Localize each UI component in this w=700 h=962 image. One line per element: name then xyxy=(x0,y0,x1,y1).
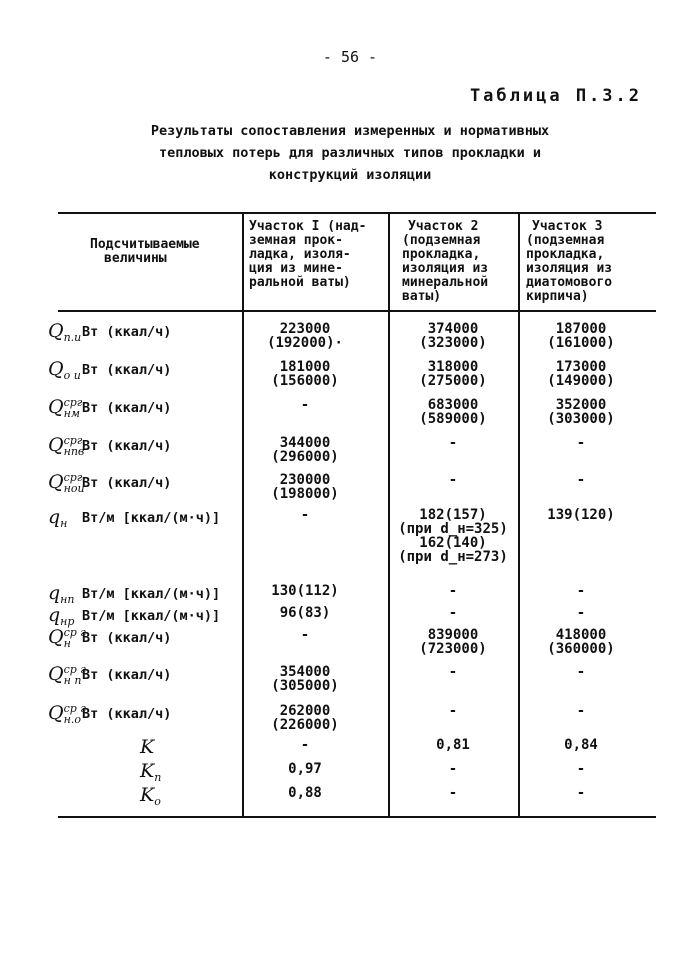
value-cell xyxy=(244,786,366,800)
value-line: 173000 xyxy=(555,359,607,375)
symbol-superscript: срг xyxy=(63,471,83,484)
header-section-3 xyxy=(526,220,656,304)
header-line: кирпича) xyxy=(526,289,589,304)
unit-label: Вт (ккал/ч) xyxy=(82,475,172,491)
value-cell xyxy=(244,322,366,350)
value-cell xyxy=(244,738,366,752)
quantity-symbol xyxy=(48,471,85,494)
value-line: (296000) xyxy=(271,449,339,465)
value-line: 0,88 xyxy=(288,785,322,801)
unit-label: Вт/м [ккал/(м·ч)] xyxy=(82,608,221,624)
value-line: 839000 xyxy=(427,627,479,643)
column-divider-2 xyxy=(388,212,390,818)
symbol-superscript: ср г xyxy=(63,702,86,715)
value-cell xyxy=(392,665,514,679)
header-line: Участок 2 xyxy=(408,219,479,234)
symbol-subscript: н xyxy=(63,637,71,650)
unit-label: Вт (ккал/ч) xyxy=(82,438,172,454)
value-line: - xyxy=(576,583,586,599)
header-line: ция из мине- xyxy=(249,261,343,276)
value-cell xyxy=(244,360,366,388)
value-cell xyxy=(392,322,514,350)
value-cell xyxy=(392,738,514,752)
header-line: прокладка, xyxy=(526,247,605,262)
symbol-base: q xyxy=(48,506,61,528)
value-line: - xyxy=(300,627,310,643)
symbol-subscript: о xyxy=(154,795,161,808)
unit-label: Вт/м [ккал/(м·ч)] xyxy=(82,510,221,526)
unit-label: Вт (ккал/ч) xyxy=(82,362,172,378)
symbol-subscript: нр xyxy=(60,615,75,628)
value-line: (589000) xyxy=(419,411,487,427)
header-bottom-rule xyxy=(58,310,656,312)
symbol-indices xyxy=(64,359,81,381)
value-line: (323000) xyxy=(419,335,487,351)
value-cell xyxy=(392,628,514,656)
value-line: - xyxy=(576,703,586,719)
value-cell xyxy=(520,704,642,718)
value-line: 230000 xyxy=(279,472,331,488)
table-label: Таблица П.3.2 xyxy=(469,86,642,106)
value-line: 418000 xyxy=(555,627,607,643)
value-line: (при d_н=325) xyxy=(398,521,508,537)
header-line: изоляция из xyxy=(526,261,613,276)
value-line: 181000 xyxy=(279,359,331,375)
symbol-subscript: нм xyxy=(63,407,80,420)
symbol-indices xyxy=(64,397,83,419)
value-cell xyxy=(520,508,642,522)
symbol-subscript: п.и xyxy=(63,331,82,344)
unit-label: Вт (ккал/ч) xyxy=(82,667,172,683)
symbol-indices xyxy=(154,785,161,807)
header-quantities-line: величины xyxy=(104,251,167,266)
value-cell xyxy=(520,665,642,679)
symbol-superscript: ср г xyxy=(63,663,86,676)
value-cell xyxy=(520,606,642,620)
header-line: диатомового xyxy=(526,275,613,290)
symbol-superscript: срг xyxy=(63,434,83,447)
quantity-symbol xyxy=(140,784,161,807)
value-line: (149000) xyxy=(547,373,615,389)
value-line: 96(83) xyxy=(279,605,331,621)
value-line: 0,84 xyxy=(564,737,598,753)
value-line: - xyxy=(448,761,458,777)
quantity-symbol xyxy=(48,626,86,649)
table-bottom-rule xyxy=(58,816,656,818)
symbol-base: K xyxy=(140,784,155,806)
value-line: - xyxy=(448,664,458,680)
value-cell xyxy=(244,398,366,412)
value-line: 162(140) xyxy=(419,535,487,551)
value-line: (при d_н=273) xyxy=(398,549,508,565)
value-cell xyxy=(520,436,642,450)
value-line: - xyxy=(300,507,310,523)
symbol-subscript: н xyxy=(60,517,68,530)
value-line: (198000) xyxy=(271,486,339,502)
value-line: - xyxy=(576,605,586,621)
value-line: - xyxy=(448,785,458,801)
header-line: Участок 3 xyxy=(532,219,603,234)
value-cell xyxy=(392,606,514,620)
symbol-base: Q xyxy=(48,626,64,648)
quantity-symbol xyxy=(48,604,74,627)
unit-label: Вт (ккал/ч) xyxy=(82,630,172,646)
unit-label: Вт/м [ккал/(м·ч)] xyxy=(82,586,221,602)
value-line: - xyxy=(448,605,458,621)
symbol-subscript: н п xyxy=(63,674,82,687)
value-line: 344000 xyxy=(279,435,331,451)
header-section-2 xyxy=(402,220,520,304)
value-line: 0,97 xyxy=(288,761,322,777)
value-line: - xyxy=(448,583,458,599)
symbol-subscript: н.о xyxy=(63,713,81,726)
header-line: минеральной xyxy=(402,275,489,290)
symbol-subscript: нпв xyxy=(63,445,85,458)
value-cell xyxy=(244,665,366,693)
quantity-symbol xyxy=(48,582,75,605)
value-cell xyxy=(520,738,642,752)
value-cell xyxy=(244,606,366,620)
value-line: - xyxy=(576,664,586,680)
value-line: - xyxy=(448,703,458,719)
symbol-base: Q xyxy=(48,471,64,493)
value-line: 223000 xyxy=(279,321,331,337)
symbol-indices xyxy=(60,507,67,529)
value-cell xyxy=(244,473,366,501)
symbol-base: Q xyxy=(48,663,64,685)
table-top-rule xyxy=(58,212,656,214)
header-line: ваты) xyxy=(402,289,442,304)
value-line: - xyxy=(448,435,458,451)
quantity-symbol xyxy=(48,396,82,419)
value-line: (156000) xyxy=(271,373,339,389)
value-cell xyxy=(520,473,642,487)
value-cell xyxy=(244,436,366,464)
value-line: (161000) xyxy=(547,335,615,351)
quantity-symbol xyxy=(48,506,67,529)
symbol-base: Q xyxy=(48,434,64,456)
symbol-base: Q xyxy=(48,320,64,342)
value-line: - xyxy=(576,785,586,801)
value-cell xyxy=(520,398,642,426)
unit-label: Вт (ккал/ч) xyxy=(82,400,172,416)
value-cell xyxy=(244,762,366,776)
value-cell xyxy=(392,473,514,487)
title-line-2: тепловых потерь для различных типов прокладки и xyxy=(158,145,541,161)
symbol-superscript: ср г xyxy=(63,626,86,639)
value-line: 318000 xyxy=(427,359,479,375)
value-line: - xyxy=(576,472,586,488)
value-cell xyxy=(520,360,642,388)
symbol-indices xyxy=(60,605,74,627)
value-line: 683000 xyxy=(427,397,479,413)
quantity-symbol xyxy=(48,702,86,725)
header-line: (подземная xyxy=(526,233,605,248)
value-line: 0,81 xyxy=(436,737,470,753)
value-cell xyxy=(520,322,642,350)
unit-label: Вт (ккал/ч) xyxy=(82,324,172,340)
value-line: (305000) xyxy=(271,678,339,694)
value-line: (226000) xyxy=(271,717,339,733)
value-cell xyxy=(520,786,642,800)
value-line: 130(112) xyxy=(271,583,339,599)
symbol-superscript: срг xyxy=(63,396,83,409)
value-cell xyxy=(392,436,514,450)
symbol-base: q xyxy=(48,582,61,604)
symbol-base: K xyxy=(140,760,155,782)
header-line: (подземная xyxy=(402,233,481,248)
header-line: земная прок- xyxy=(249,233,343,248)
unit-label: Вт (ккал/ч) xyxy=(82,706,172,722)
value-line: (723000) xyxy=(419,641,487,657)
header-line: ладка, изоля- xyxy=(249,247,351,262)
header-quantities xyxy=(90,238,230,266)
symbol-base: K xyxy=(140,736,155,758)
quantity-symbol xyxy=(140,760,161,783)
value-line: 374000 xyxy=(427,321,479,337)
symbol-base: Q xyxy=(48,702,64,724)
quantity-symbol xyxy=(48,434,84,457)
quantity-symbol xyxy=(140,736,154,758)
quantity-symbol xyxy=(48,358,81,381)
symbol-base: Q xyxy=(48,396,64,418)
value-line: (360000) xyxy=(547,641,615,657)
header-quantities-line: Подсчитываемые xyxy=(90,237,200,252)
symbol-base: Q xyxy=(48,358,64,380)
value-cell xyxy=(392,360,514,388)
value-cell xyxy=(392,704,514,718)
symbol-indices xyxy=(154,761,161,783)
value-cell xyxy=(244,584,366,598)
quantity-symbol xyxy=(48,320,81,343)
value-line: 139(120) xyxy=(547,507,615,523)
page-number: - 56 - xyxy=(322,48,378,66)
header-line: изоляция из xyxy=(402,261,489,276)
symbol-indices xyxy=(64,321,82,343)
value-cell xyxy=(392,786,514,800)
value-cell xyxy=(244,704,366,732)
symbol-subscript: нои xyxy=(63,482,85,495)
value-line: - xyxy=(300,397,310,413)
value-cell xyxy=(520,628,642,656)
header-line: Участок I (над- xyxy=(249,219,367,234)
symbol-subscript: о и xyxy=(63,369,81,382)
value-line: 354000 xyxy=(279,664,331,680)
value-cell xyxy=(520,584,642,598)
symbol-base: q xyxy=(48,604,61,626)
value-cell xyxy=(244,508,366,522)
value-line: 262000 xyxy=(279,703,331,719)
symbol-subscript: нп xyxy=(60,593,75,606)
value-line: 187000 xyxy=(555,321,607,337)
value-line: (303000) xyxy=(547,411,615,427)
header-section-1 xyxy=(249,220,399,290)
value-line: 352000 xyxy=(555,397,607,413)
value-line: - xyxy=(448,472,458,488)
value-line: (192000)· xyxy=(267,335,343,351)
table-title xyxy=(0,120,700,186)
title-line-3: конструкций изоляции xyxy=(268,167,432,183)
value-line: (275000) xyxy=(419,373,487,389)
title-line-1: Результаты сопоставления измеренных и нормативных xyxy=(150,123,550,139)
value-cell xyxy=(392,398,514,426)
quantity-symbol xyxy=(48,663,86,686)
value-line: - xyxy=(576,761,586,777)
header-line: ральной ваты) xyxy=(249,275,351,290)
value-line: - xyxy=(300,737,310,753)
symbol-indices xyxy=(60,583,74,605)
value-cell xyxy=(392,762,514,776)
symbol-subscript: п xyxy=(154,771,162,784)
header-line: прокладка, xyxy=(402,247,481,262)
value-cell xyxy=(244,628,366,642)
value-line: 182(157) xyxy=(419,507,487,523)
value-line: - xyxy=(576,435,586,451)
value-cell xyxy=(520,762,642,776)
value-cell xyxy=(392,584,514,598)
value-cell xyxy=(392,508,514,564)
